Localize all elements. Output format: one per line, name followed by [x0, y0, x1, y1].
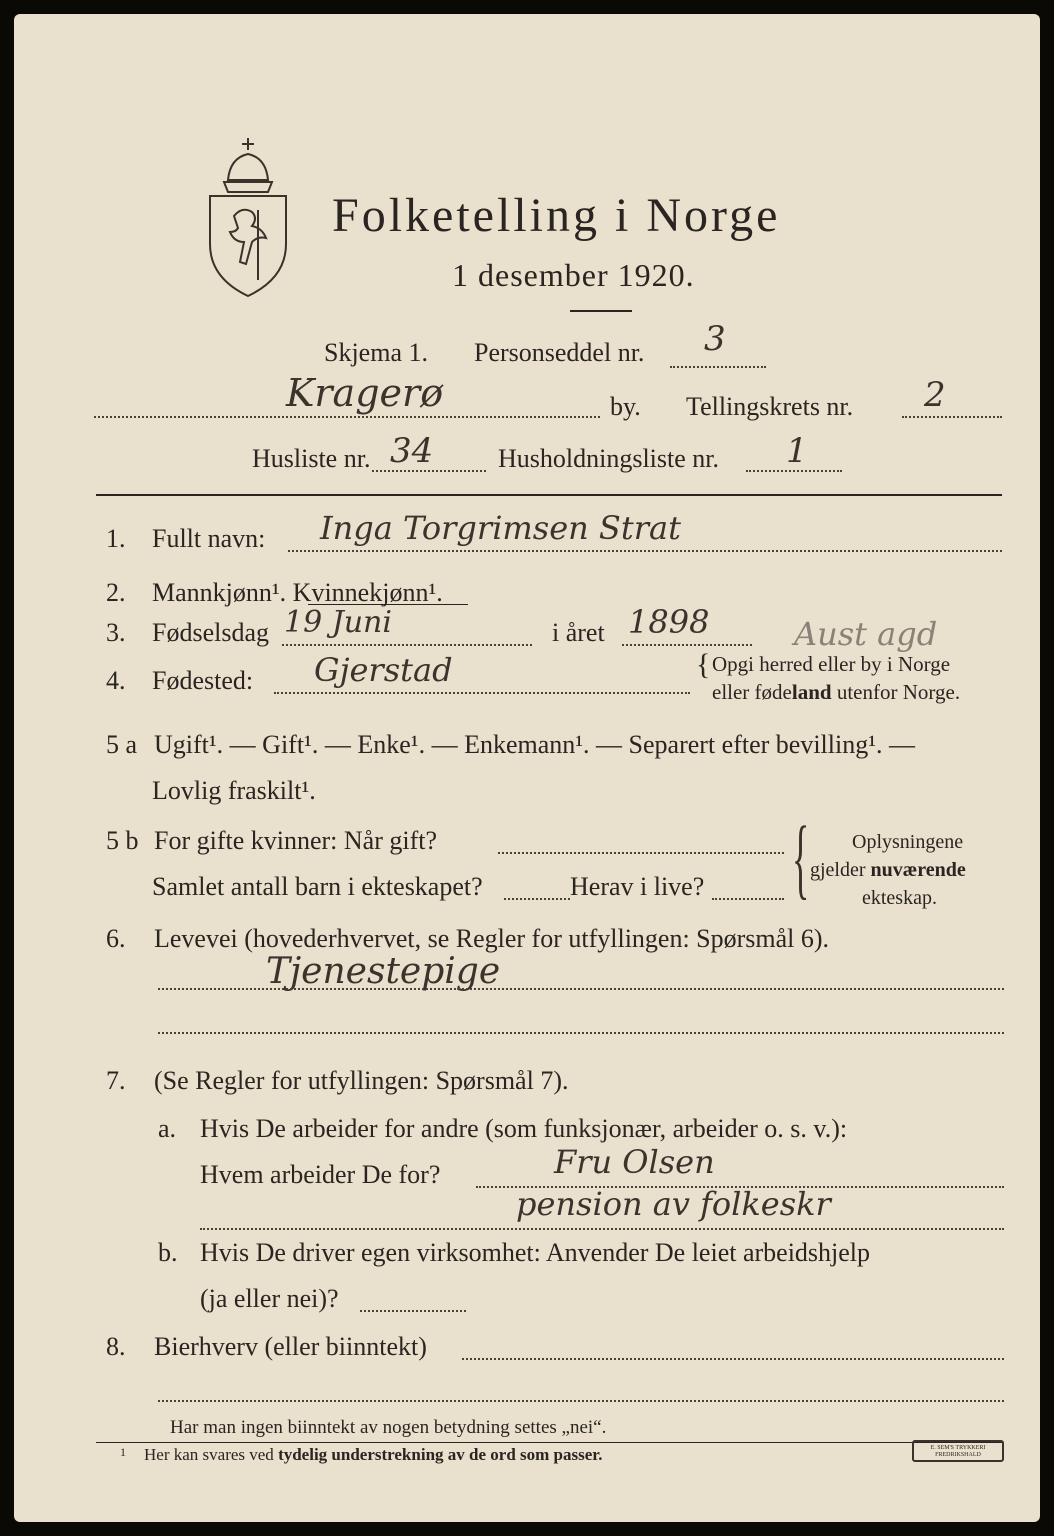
q3-day-value: 19 Juni	[284, 605, 392, 640]
q2-label: Mannkjønn¹. Kvinnekjønn¹.	[152, 578, 443, 607]
tellingskrets-label: Tellingskrets nr.	[686, 392, 854, 421]
q3-note: Aust agd	[794, 615, 938, 653]
q4-note-line1: Opgi herred eller by i Norge	[712, 652, 951, 676]
q4-label: Fødested:	[152, 666, 254, 695]
husholdning-value: 1	[786, 431, 808, 471]
husholdning-label: Husholdningsliste nr.	[498, 444, 720, 473]
q7a-line2: Hvem arbeider De for?	[200, 1160, 441, 1189]
coat-of-arms-icon	[200, 132, 296, 300]
q3-number: 3.	[106, 618, 126, 647]
q8-label: Bierhverv (eller biinntekt)	[154, 1332, 427, 1361]
printer-stamp-text: E. SEM'S TRYKKERI FREDRIKSHALD	[930, 1445, 986, 1458]
footnote-mark: 1	[120, 1445, 126, 1459]
q8-number: 8.	[106, 1332, 126, 1361]
q8-line2	[158, 1400, 1004, 1402]
q5a-line2: Lovlig fraskilt¹.	[152, 776, 316, 805]
q4-value: Gjerstad	[314, 651, 453, 689]
husliste-value: 34	[390, 431, 434, 471]
tellingskrets-line	[902, 416, 1002, 418]
q4-note-line2: eller fødeland utenfor Norge.	[712, 680, 961, 704]
skjema-label: Skjema 1.	[324, 338, 428, 367]
q5a-line1: Ugift¹. — Gift¹. — Enke¹. — Enkemann¹. — Separert efter bevilling¹. —	[154, 730, 916, 759]
q1-label: Fullt navn:	[152, 524, 266, 553]
q5b-note2: gjelder nuværende	[810, 859, 966, 881]
q5b-number: 5 b	[106, 826, 139, 855]
q6-label: Levevei (hovederhvervet, se Regler for utfyllingen: Spørsmål 6).	[154, 924, 830, 953]
q7a-line1: Hvis De arbeider for andre (som funksjonær, arbeider o. s. v.):	[200, 1114, 848, 1143]
footer-note: Har man ingen biinntekt av nogen betydning settes „nei“.	[170, 1417, 607, 1438]
q3-year-label: i året	[552, 618, 605, 647]
q7-label: (Se Regler for utfyllingen: Spørsmål 7).	[154, 1066, 569, 1095]
q5a-number: 5 a	[106, 730, 138, 759]
q7b-letter: b.	[158, 1238, 178, 1267]
q7b-line2-dots	[360, 1310, 466, 1312]
personseddel-value: 3	[704, 319, 726, 359]
q2-number: 2.	[106, 578, 126, 607]
husliste-label: Husliste nr.	[252, 444, 371, 473]
q5b-brace: {	[792, 809, 810, 908]
tellingskrets-value: 2	[924, 375, 946, 415]
q1-value: Inga Torgrimsen Strat	[320, 509, 681, 547]
q5b-note1: Oplysningene	[852, 831, 964, 853]
q3-year-value: 1898	[628, 603, 710, 641]
q3-year-line	[622, 644, 752, 646]
personseddel-line	[670, 366, 766, 368]
q6-line2	[158, 1032, 1004, 1034]
q7a-line3-dots	[200, 1228, 1004, 1230]
q1-line	[288, 550, 1002, 552]
q5b-line1: For gifte kvinner: Når gift?	[154, 826, 438, 855]
printer-stamp	[912, 1440, 1004, 1462]
q7b-line1: Hvis De driver egen virksomhet: Anvender De leiet arbeidshjelp	[200, 1238, 871, 1267]
q5b-line2b-dots	[712, 898, 784, 900]
city-line	[94, 416, 600, 418]
q7a-letter: a.	[158, 1114, 177, 1143]
q6-value: Tjenestepige	[266, 951, 501, 992]
header-divider	[96, 494, 1002, 496]
personseddel-label: Personseddel nr.	[474, 338, 645, 367]
q7a-value2: pension av folkeskr	[516, 1185, 831, 1223]
by-label: by.	[610, 392, 641, 421]
footer-divider	[96, 1442, 1002, 1443]
census-form	[14, 14, 1040, 1522]
q1-number: 1.	[106, 524, 126, 553]
q8-line1	[462, 1358, 1004, 1360]
q5b-line2a: Samlet antall barn i ekteskapet?	[152, 872, 483, 901]
q4-line	[274, 692, 690, 694]
q5b-line1-dots	[498, 852, 784, 854]
q7-number: 7.	[106, 1066, 126, 1095]
city-value: Kragerø	[286, 371, 444, 415]
q5b-line2b: Herav i live?	[570, 872, 705, 901]
q3-label: Fødselsdag	[152, 618, 269, 647]
q3-day-line	[282, 644, 532, 646]
q7a-value1: Fru Olsen	[554, 1143, 715, 1181]
q6-number: 6.	[106, 924, 126, 953]
q7b-line2: (ja eller nei)?	[200, 1284, 339, 1313]
title-divider	[570, 310, 632, 312]
q6-line1	[158, 988, 1004, 990]
form-date: 1 desember 1920.	[452, 257, 695, 293]
q4-number: 4.	[106, 666, 126, 695]
footnote-text: Her kan svares ved tydelig understrekning av de ord som passer.	[144, 1445, 603, 1464]
form-title: Folketelling i Norge	[332, 189, 781, 242]
q5b-note3: ekteskap.	[862, 887, 937, 909]
q5b-line2a-dots	[504, 898, 570, 900]
q4-brace: {	[696, 648, 711, 681]
